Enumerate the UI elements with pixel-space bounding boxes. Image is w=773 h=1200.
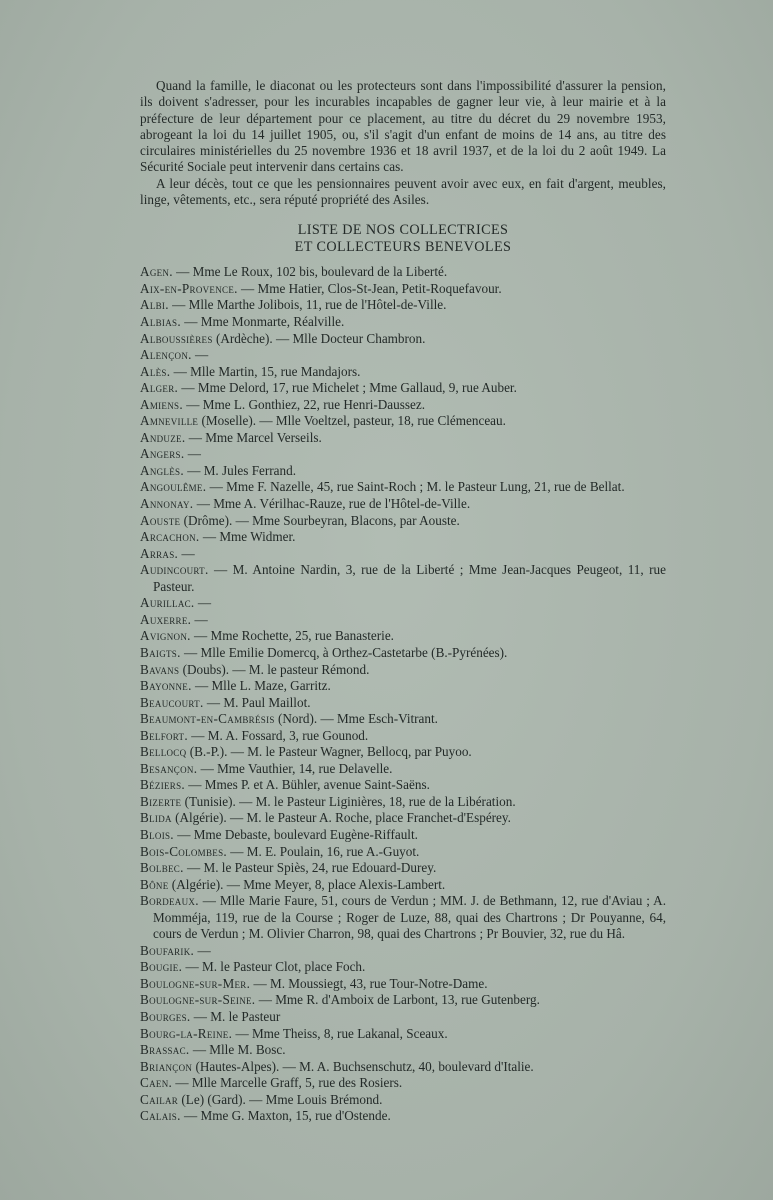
collector-details: (Ardèche). — Mlle Docteur Chambron. (212, 330, 426, 346)
collector-details: (Doubs). — M. le pasteur Rémond. (179, 661, 370, 677)
town-name: Boulogne-sur-Mer. (140, 975, 251, 991)
collector-details: (Moselle). — Mlle Voeltzel, pasteur, 18, rue Clémenceau. (198, 413, 506, 429)
list-item (140, 1026, 666, 1043)
collector-details: — M. le Pasteur Clot, place Foch. (182, 959, 366, 975)
list-item (140, 479, 666, 496)
list-item (140, 1059, 666, 1076)
collector-details: — Mlle M. Bosc. (189, 1042, 286, 1058)
town-name: Brassac. (140, 1042, 190, 1058)
collector-details: — Mme R. d'Amboix de Larbont, 13, rue Gutenberg. (255, 992, 540, 1008)
list-item (140, 513, 666, 530)
town-name: Boufarik. (140, 942, 195, 958)
collector-details: — Mme Widmer. (199, 529, 296, 545)
town-name: Alençon. (140, 347, 192, 363)
collector-details: — M. E. Poulain, 16, rue A.-Guyot. (227, 843, 420, 859)
list-item (140, 761, 666, 778)
collector-details: (B.-P.). — M. le Pasteur Wagner, Bellocq, par Puyoo. (186, 744, 472, 760)
collector-details: (Nord). — Mme Esch-Vitrant. (274, 711, 438, 727)
collector-details: (Tunisie). — M. le Pasteur Liginières, 18, rue de la Libération. (181, 793, 516, 809)
town-name: Bayonne. (140, 678, 192, 694)
town-name: Belfort. (140, 727, 188, 743)
list-item (140, 628, 666, 645)
list-item (140, 844, 666, 861)
collector-details: — (178, 545, 195, 561)
town-name: Beaucourt. (140, 694, 204, 710)
collector-details: — Mme Vauthier, 14, rue Delavelle. (197, 760, 393, 776)
town-name: Angoulême. (140, 479, 207, 495)
town-name: Baigts. (140, 644, 181, 660)
collector-details: — Mlle Marie Faure, 51, cours de Verdun ; MM. J. de Bethmann, 12, rue d'Aviau ; A. Momméja, 119, rue de la Course ; Roger de Luze, 88, quai des Chartrons ; Dr Pouyanne, 64, cours de Verdun ; M. Olivier Charron, 98, quai des Chartrons ; Pr Bouvier, 32, rue du Hâ. (153, 893, 666, 942)
collector-details: — Mme G. Maxton, 15, rue d'Ostende. (180, 1108, 391, 1124)
town-name: Bourges. (140, 1008, 191, 1024)
list-item (140, 827, 666, 844)
collector-details: — Mme Debaste, boulevard Eugène-Riffault. (173, 826, 418, 842)
page-content (140, 78, 666, 1125)
town-name: Alger. (140, 380, 179, 396)
list-item (140, 612, 666, 629)
town-name: Bourg-la-Reine. (140, 1025, 233, 1041)
town-name: Bolbec. (140, 860, 184, 876)
town-name: Bois-Colombes. (140, 843, 227, 859)
list-item (140, 264, 666, 281)
list-item (140, 877, 666, 894)
list-item (140, 562, 666, 595)
collector-details: — Mme Theiss, 8, rue Lakanal, Sceaux. (232, 1025, 448, 1041)
town-name: Annonay. (140, 496, 194, 512)
collector-details: — Mlle Emilie Domercq, à Orthez-Castetarbe (B.-Pyrénées). (180, 644, 508, 660)
collector-details: — M. le Pasteur (190, 1008, 281, 1024)
list-heading-line-1: LISTE DE NOS COLLECTRICES (297, 222, 509, 239)
town-name: Auxerre. (140, 611, 192, 627)
town-name: Arras. (140, 545, 179, 561)
town-name: Arcachon. (140, 529, 200, 545)
town-name: Aurillac. (140, 595, 195, 611)
list-item (140, 992, 666, 1009)
intro-paragraph-1: Quand la famille, le diaconat ou les protecteurs sont dans l'impossibilité d'assurer la pension, ils doivent s'adresser, pour les incurables incapables de gagner leur vie, à leur mairie et à la préfecture de leur département pour ce placement, au titre du décret du 29 novembre 1953, abrogeant la loi du 14 juillet 1905, ou, s'il s'agit d'un enfant de moins de 14 ans, au titre des circulaires ministérielles du 25 novembre 1936 et 18 avril 1937, et de la loi du 2 août 1949. La Sécurité Sociale peut intervenir dans certains cas. (140, 78, 666, 175)
list-item (140, 496, 666, 513)
list-item (140, 695, 666, 712)
town-name: Bordeaux. (140, 893, 199, 909)
list-item (140, 678, 666, 695)
collector-list (140, 264, 666, 1124)
collector-details: — Mme Rochette, 25, rue Banasterie. (190, 628, 394, 644)
collector-details: — M. A. Fossard, 3, rue Gounod. (187, 727, 369, 743)
town-name: Bône (140, 876, 169, 892)
town-name: Boulogne-sur-Seine. (140, 992, 256, 1008)
collector-details: — Mme F. Nazelle, 45, rue Saint-Roch ; M. le Pasteur Lung, 21, rue de Bellat. (206, 479, 625, 495)
list-item (140, 297, 666, 314)
list-heading (140, 222, 666, 256)
town-name: Cailar (140, 1091, 179, 1107)
list-item (140, 777, 666, 794)
list-item (140, 794, 666, 811)
list-item (140, 744, 666, 761)
list-item (140, 893, 666, 943)
town-name: Albias. (140, 314, 181, 330)
collector-details: (Drôme). — Mme Sourbeyran, Blacons, par Aouste. (180, 512, 460, 528)
town-name: Alboussières (140, 330, 213, 346)
list-item (140, 364, 666, 381)
town-name: Alès. (140, 363, 171, 379)
list-item (140, 1009, 666, 1026)
collector-details: — (194, 595, 212, 611)
collector-details: (Hautes-Alpes). — M. A. Buchsenschutz, 40, boulevard d'Italie. (192, 1058, 534, 1074)
collector-details: — M. Paul Maillot. (203, 694, 311, 710)
list-item (140, 810, 666, 827)
list-item (140, 281, 666, 298)
list-item (140, 711, 666, 728)
town-name: Audincourt. (140, 562, 209, 578)
collector-details: — (184, 446, 201, 462)
list-item (140, 546, 666, 563)
town-name: Bizerte (140, 793, 182, 809)
collector-details: (Algérie). — Mme Meyer, 8, place Alexis-Lambert. (168, 876, 446, 892)
collector-details: — (191, 611, 208, 627)
collector-details: — Mmes P. et A. Bühler, avenue Saint-Saëns. (185, 777, 430, 793)
collector-details: — Mme Hatier, Clos-St-Jean, Petit-Roquefavour. (237, 280, 502, 296)
collector-details: — Mme Monmarte, Réalville. (180, 314, 345, 330)
collector-details: — (194, 942, 211, 958)
collector-details: — Mme Marcel Verseils. (185, 429, 322, 445)
list-item (140, 728, 666, 745)
town-name: Beaumont-en-Cambrésis (140, 711, 275, 727)
collector-details: — (191, 347, 209, 363)
town-name: Anduze. (140, 429, 186, 445)
collector-details: — M. le Pasteur Spiès, 24, rue Edouard-Durey. (183, 860, 437, 876)
collector-details: (Algérie). — M. le Pasteur A. Roche, place Franchet-d'Espérey. (171, 810, 511, 826)
list-item (140, 397, 666, 414)
town-name: Albi. (140, 297, 169, 313)
town-name: Besançon. (140, 760, 198, 776)
list-item (140, 645, 666, 662)
collector-details: — Mlle Marcelle Graff, 5, rue des Rosiers. (172, 1075, 403, 1091)
list-item (140, 331, 666, 348)
collector-details: — Mlle Marthe Jolibois, 11, rue de l'Hôtel-de-Ville. (168, 297, 447, 313)
list-item (140, 380, 666, 397)
town-name: Aouste (140, 512, 181, 528)
list-item (140, 959, 666, 976)
list-item (140, 430, 666, 447)
collector-details: — M. Moussiegt, 43, rue Tour-Notre-Dame. (250, 975, 488, 991)
list-item (140, 1075, 666, 1092)
collector-details: — Mme L. Gonthiez, 22, rue Henri-Daussez. (182, 396, 426, 412)
list-item (140, 976, 666, 993)
list-item (140, 860, 666, 877)
list-item (140, 1042, 666, 1059)
town-name: Blois. (140, 826, 174, 842)
list-item (140, 347, 666, 364)
list-item (140, 529, 666, 546)
town-name: Agen. (140, 264, 173, 280)
town-name: Anglès. (140, 462, 184, 478)
town-name: Amiens. (140, 396, 183, 412)
list-item (140, 314, 666, 331)
town-name: Amneville (140, 413, 199, 429)
town-name: Aix-en-Provence. (140, 280, 238, 296)
list-item (140, 413, 666, 430)
town-name: Caen. (140, 1075, 173, 1091)
collector-details: — Mme Le Roux, 102 bis, boulevard de la Liberté. (172, 264, 448, 280)
town-name: Bougie. (140, 959, 183, 975)
list-item (140, 943, 666, 960)
collector-details: — Mme A. Vérilhac-Rauze, rue de l'Hôtel-de-Ville. (193, 496, 471, 512)
list-item (140, 1092, 666, 1109)
collector-details: — Mlle L. Maze, Garritz. (191, 678, 331, 694)
list-heading-line-2: ET COLLECTEURS BENEVOLES (294, 239, 512, 256)
list-item (140, 446, 666, 463)
collector-details: — M. Antoine Nardin, 3, rue de la Liberté ; Mme Jean-Jacques Peugeot, 11, rue Pasteur. (153, 562, 666, 594)
town-name: Calais. (140, 1108, 181, 1124)
list-item (140, 595, 666, 612)
list-item (140, 463, 666, 480)
town-name: Avignon. (140, 628, 191, 644)
intro-paragraph-2: A leur décès, tout ce que les pensionnaires peuvent avoir avec eux, en fait d'argent, meubles, linge, vêtements, etc., sera réputé propriété des Asiles. (140, 175, 666, 208)
collector-details: (Le) (Gard). — Mme Louis Brémond. (178, 1091, 383, 1107)
town-name: Béziers. (140, 777, 185, 793)
collector-details: — Mlle Martin, 15, rue Mandajors. (170, 363, 361, 379)
collector-details: — Mme Delord, 17, rue Michelet ; Mme Gallaud, 9, rue Auber. (178, 380, 517, 396)
list-item (140, 1108, 666, 1125)
collector-details: — M. Jules Ferrand. (183, 462, 297, 478)
town-name: Bellocq (140, 744, 187, 760)
list-item (140, 662, 666, 679)
town-name: Angers. (140, 446, 185, 462)
town-name: Briançon (140, 1058, 193, 1074)
town-name: Blida (140, 810, 172, 826)
town-name: Bavans (140, 661, 180, 677)
